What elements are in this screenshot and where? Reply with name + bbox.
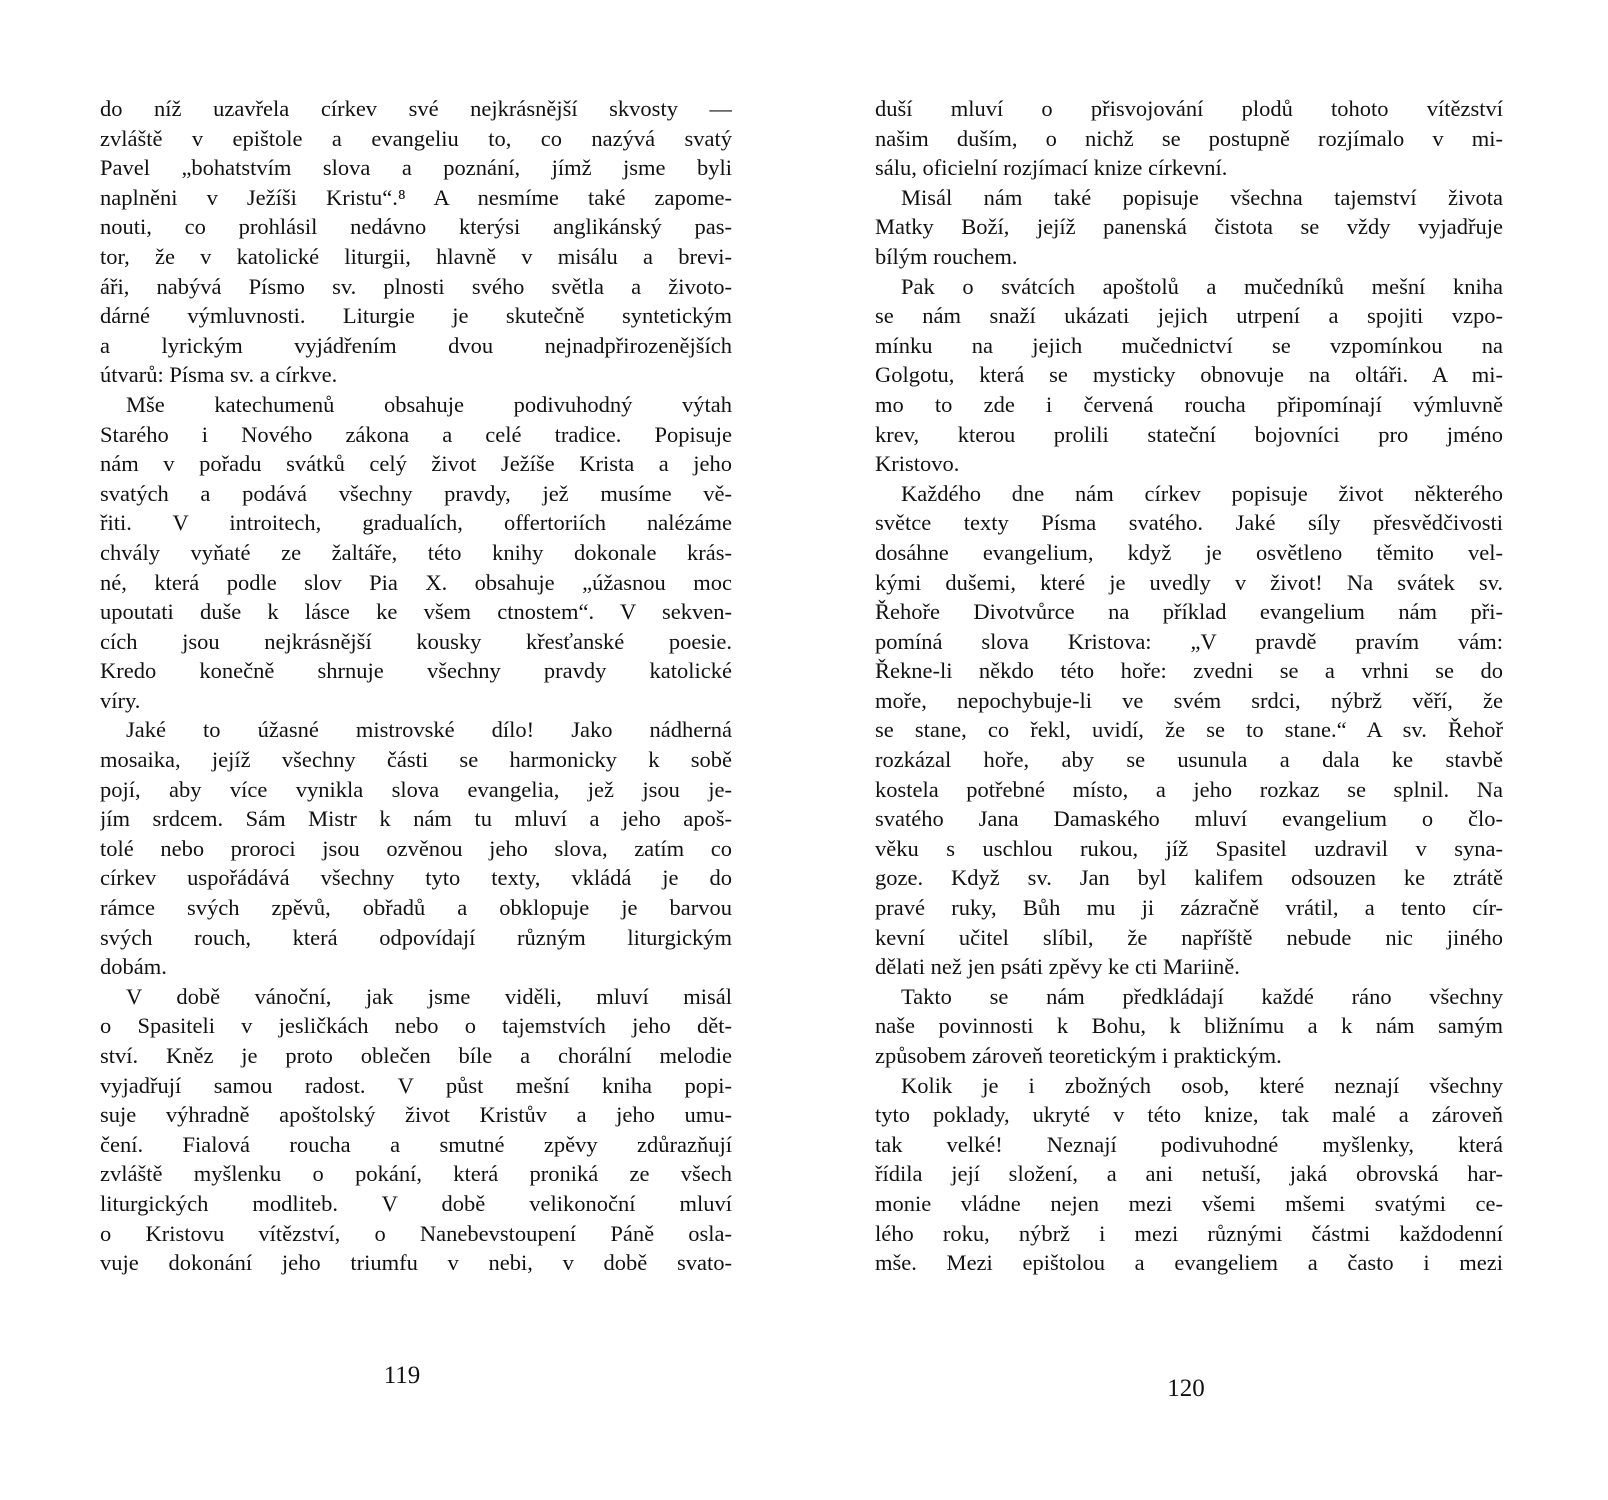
text-line: áři, nabývá Písmo sv. plnosti svého světla a životo- [100,273,732,299]
text-line: svatého Jana Damaského mluví evangelium o člo- [875,806,1503,832]
text-line: tolé nebo proroci jsou ozvěnou jeho slova, zatím co [100,835,732,861]
text-line: liturgických modliteb. V době velikonoční mluví [100,1190,732,1216]
text-line: dělati než jen psáti zpěvy ke cti Mariině. [875,954,1240,980]
text-line: víry. [100,687,141,713]
text-line: nám v pořadu svátků celý život Ježíše Krista a jeho [100,451,732,477]
text-line: bílým rouchem. [875,243,1018,269]
text-line: našim duším, o nichž se postupně rozjímalo v mi- [875,125,1503,151]
left-page-text [100,94,732,1278]
text-line: goze. Když sv. Jan byl kalifem odsouzen ke ztrátě [875,865,1503,891]
text-line: zvláště v epištole a evangeliu to, co nazývá svatý [100,125,732,151]
text-line: se nám snaží ukázati jejich utrpení a spojiti vzpo- [875,303,1503,329]
left-page-number: 119 [383,1362,421,1389]
text-line: rámce svých zpěvů, obřadů a obklopuje je barvou [100,895,732,921]
text-line: svatých a podává všechny pravdy, jež musíme vě- [100,480,732,506]
text-line: zvláště myšlenku o pokání, která proniká ze všech [100,1161,732,1187]
text-line: Pak o svátcích apoštolů a mučedníků mešní kniha [901,273,1503,299]
text-line: církev uspořádává všechny tyto texty, vkládá je do [100,865,732,891]
text-line: se stane, co řekl, uvidí, že se to stane.“ A sv. Řehoř [875,717,1503,743]
text-line: Mše katechumenů obsahuje podivuhodný výtah [126,391,732,417]
text-line: chvály vyňaté ze žaltáře, této knihy dokonale krás- [100,539,732,565]
text-line: dobám. [100,954,167,980]
text-line: čení. Fialová roucha a smutné zpěvy zdůrazňují [100,1131,732,1157]
text-line: rozkázal hoře, aby se usunula a dala ke stavbě [875,747,1503,773]
text-line: Pavel „bohatstvím slova a poznání, jímž jsme byli [100,155,732,181]
text-line: pojí, aby více vynikla slova evangelia, jež jsou je- [100,776,732,802]
text-line: pomíná slova Kristova: „V pravdě pravím vám: [875,628,1503,654]
text-line: Řehoře Divotvůrce na příklad evangelium nám při- [875,599,1503,625]
text-line: Golgotu, která se mysticky obnovuje na oltáři. A mi- [875,362,1503,388]
text-line: krev, kterou prolili stateční bojovníci pro jméno [875,421,1503,447]
text-line: dárné výmluvnosti. Liturgie je skutečně syntetickým [100,303,732,329]
text-line: naše povinnosti k Bohu, k bližnímu a k nám samým [875,1013,1503,1039]
text-line: o Spasiteli v jesličkách nebo o tajemstvích jeho dět- [100,1013,732,1039]
text-line: tor, že v katolické liturgii, hlavně v misálu a brevi- [100,243,732,269]
text-line: naplněni v Ježíši Kristu“.⁸ A nesmíme také zapome- [100,184,732,210]
text-line: Kristovo. [875,451,960,477]
text-line: monie vládne nejen mezi všemi mšemi svatými ce- [875,1190,1503,1216]
text-line: né, která podle slov Pia X. obsahuje „úžasnou moc [100,569,732,595]
text-line: jím srdcem. Sám Mistr k nám tu mluví a jeho apoš- [100,806,732,832]
text-line: V době vánoční, jak jsme viděli, mluví misál [126,983,732,1009]
text-line: vuje dokonání jeho triumfu v nebi, v době svato- [100,1250,732,1276]
text-line: suje výhradně apoštolský život Kristův a jeho umu- [100,1102,732,1128]
text-line: mo to zde i červená roucha připomínají výmluvně [875,391,1503,417]
text-line: Kredo konečně shrnuje všechny pravdy katolické [100,658,732,684]
text-line: řídila její složení, a ani netuší, jaká obrovská har- [875,1161,1503,1187]
text-line: do níž uzavřela církev své nejkrásnější skvosty — [100,96,732,121]
text-line: lého roku, nýbrž i mezi různými částmi každodenní [875,1220,1503,1246]
text-line: Takto se nám předkládají každé ráno všechny [901,983,1503,1009]
right-page-number: 120 [1167,1375,1205,1402]
text-line: tak velké! Neznají podivuhodné myšlenky, která [875,1131,1503,1157]
text-line: kostela potřebné místo, a jeho rozkaz se splnil. Na [875,776,1503,802]
text-line: dosáhne evangelium, když je osvětleno těmito vel- [875,539,1503,565]
text-line: tyto poklady, ukryté v této knize, tak malé a zároveň [875,1102,1503,1128]
text-line: mínku na jejich mučednictví se vzpomínkou na [875,332,1503,358]
text-line: svých rouch, která odpovídají různým liturgickým [100,924,732,950]
text-line: světce texty Písma svatého. Jaké síly přesvědčivosti [875,510,1503,536]
text-line: kevní učitel slíbil, že napříště nebude nic jiného [875,924,1503,950]
text-line: cích jsou nejkrásnější kousky křesťanské poesie. [100,628,732,654]
text-line: věku s uschlou rukou, jíž Spasitel uzdravil v syna- [875,835,1503,861]
text-line: Matky Boží, jejíž panenská čistota se vždy vyjadřuje [875,214,1503,240]
text-line: vyjadřují samou radost. V půst mešní kniha popi- [100,1072,732,1098]
text-line: Kolik je i zbožných osob, které neznají všechny [901,1072,1503,1098]
text-line: Misál nám také popisuje všechna tajemství života [901,184,1503,210]
text-line: mosaika, jejíž všechny části se harmonicky k sobě [100,747,732,773]
text-line: způsobem zároveň teoretickým i praktickým. [875,1043,1282,1068]
text-line: Řekne-li někdo této hoře: zvedni se a vrhni se do [875,658,1503,684]
text-line: řiti. V introitech, gradualích, offertoriích nalézáme [100,510,732,536]
text-line: ství. Kněz je proto oblečen bíle a chorální melodie [100,1043,732,1068]
text-line: Starého i Nového zákona a celé tradice. Popisuje [100,421,732,447]
text-line: Každého dne nám církev popisuje život některého [901,480,1503,506]
text-line: moře, nepochybuje-li ve svém srdci, nýbrž věří, že [875,687,1503,713]
text-line: duší mluví o přisvojování plodů tohoto vítězství [875,96,1503,121]
text-line: mše. Mezi epištolou a evangeliem a často i mezi [875,1250,1503,1276]
text-line: kými dušemi, které je uvedly v život! Na svátek sv. [875,569,1503,595]
text-line: Jaké to úžasné mistrovské dílo! Jako nádherná [126,717,732,743]
text-line: sálu, oficielní rozjímací knize církevní. [875,155,1228,181]
text-line: o Kristovu vítězství, o Nanebevstoupení Páně osla- [100,1220,732,1246]
text-line: útvarů: Písma sv. a církve. [100,362,338,388]
text-line: a lyrickým vyjádřením dvou nejnadpřirozenějších [100,332,732,358]
text-line: pravé ruky, Bůh mu ji zázračně vrátil, a tento cír- [875,895,1503,921]
right-page-text [875,94,1503,1278]
text-line: upoutati duše k lásce ke všem ctnostem“. V sekven- [100,599,732,625]
text-line: nouti, co prohlásil nedávno kterýsi anglikánský pas- [100,214,732,240]
